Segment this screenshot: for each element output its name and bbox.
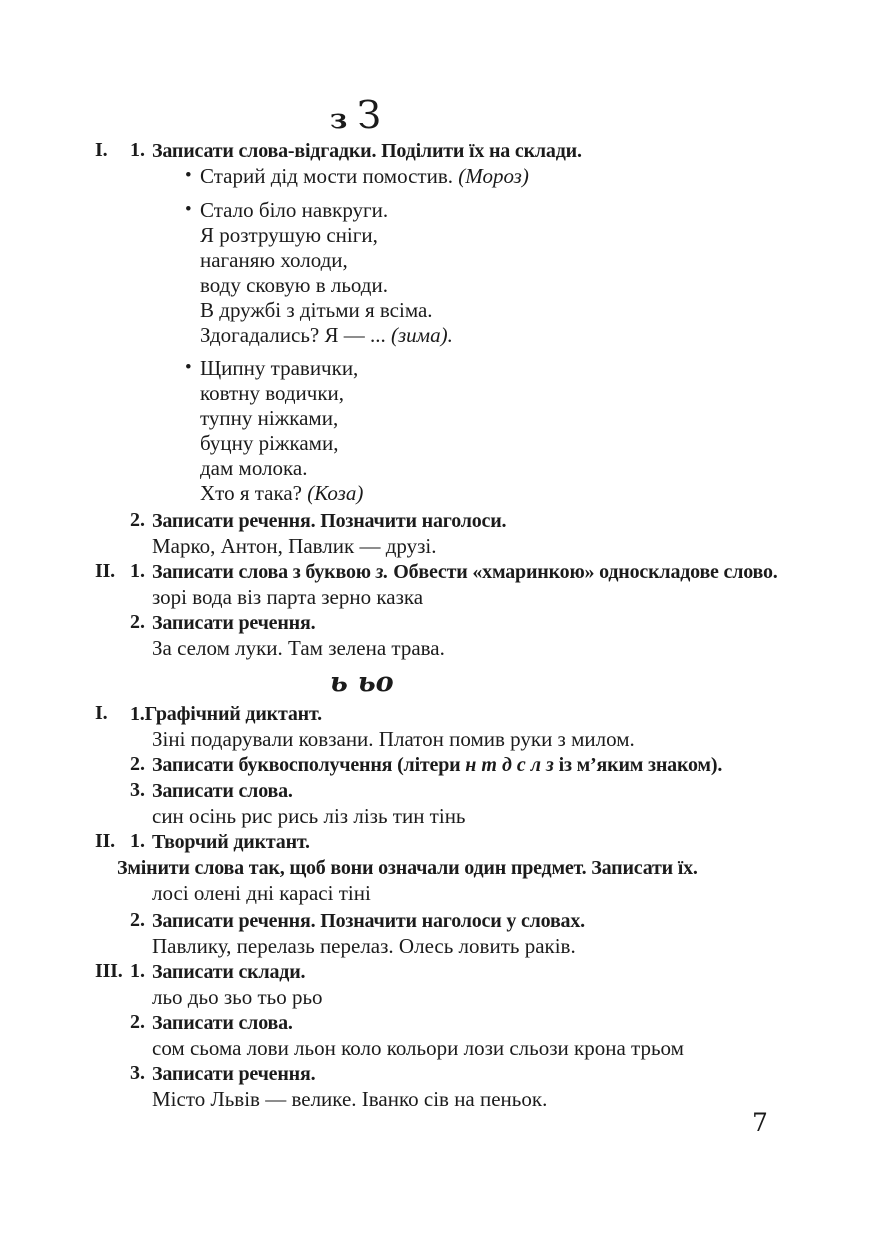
line-text — [95, 508, 855, 534]
item-number: 3. — [130, 1062, 145, 1084]
task-line — [95, 829, 855, 855]
text-segment: син осінь рис рись ліз лізь тин тінь — [152, 804, 466, 828]
text-segment: (зима). — [391, 323, 453, 347]
line-text — [95, 198, 855, 223]
text-segment: За селом луки. Там зелена трава. — [152, 636, 445, 660]
line-text — [95, 727, 855, 752]
task-line — [95, 138, 855, 164]
item-number: 2. — [130, 509, 145, 531]
task-line — [95, 778, 855, 804]
text-line — [95, 248, 855, 273]
bullet-icon: • — [185, 165, 192, 186]
text-segment: 1.Графічний диктант. — [130, 703, 322, 725]
text-segment: (Мороз) — [458, 164, 529, 188]
text-segment: Щипну травички, — [200, 356, 359, 380]
text-segment: Записати речення. — [152, 1063, 316, 1085]
text-segment: воду сковую в льоди. — [200, 273, 388, 297]
item-number: 1. — [130, 139, 145, 161]
heading-letter: з — [330, 104, 348, 135]
task-line — [95, 908, 855, 934]
line-text — [95, 481, 855, 506]
line-text — [95, 559, 855, 585]
text-line — [95, 356, 855, 381]
text-segment: буцну ріжками, — [200, 431, 339, 455]
text-segment: Записати буквосполучення (літери — [152, 754, 466, 776]
text-line — [95, 381, 855, 406]
line-text — [95, 701, 855, 727]
text-line — [95, 164, 855, 189]
text-segment: Місто Львів — велике. Іванко сів на пеньок. — [152, 1087, 548, 1111]
text-segment: (Коза) — [307, 481, 364, 505]
page-content — [95, 93, 855, 1112]
text-segment: Зіні подарували ковзани. Платон помив руки з милом. — [152, 727, 635, 751]
text-segment: з. — [375, 561, 389, 583]
text-segment: дам молока. — [200, 456, 308, 480]
line-text — [95, 223, 855, 248]
roman-numeral: II. — [95, 560, 115, 582]
line-text — [95, 164, 855, 189]
section-heading — [330, 93, 855, 138]
task-line — [95, 610, 855, 636]
text-line — [95, 456, 855, 481]
line-text — [95, 778, 855, 804]
section — [95, 667, 855, 1112]
line-text — [95, 431, 855, 456]
text-line — [95, 985, 855, 1010]
text-line — [95, 636, 855, 661]
text-segment: тупну ніжками, — [200, 406, 339, 430]
heading-letter: ь — [330, 667, 348, 698]
text-line — [95, 727, 855, 752]
item-number: 3. — [130, 779, 145, 801]
text-segment: Змінити слова так, щоб вони означали один предмет. Записати їх. — [117, 857, 698, 879]
text-segment: Записати слова. — [152, 1012, 293, 1034]
text-line — [95, 431, 855, 456]
task-line — [95, 752, 855, 778]
text-segment: Хто я така? — [200, 481, 308, 505]
item-number: 2. — [130, 611, 145, 633]
text-line — [95, 481, 855, 506]
line-text — [95, 456, 855, 481]
text-line — [95, 585, 855, 610]
line-text — [95, 534, 855, 559]
task-line — [95, 508, 855, 534]
text-segment: Записати склади. — [152, 961, 306, 983]
bullet-icon: • — [185, 199, 192, 220]
text-segment: Записати речення. — [152, 612, 316, 634]
line-text — [95, 381, 855, 406]
text-segment: Здогадались? Я — ... — [200, 323, 391, 347]
line-text — [95, 855, 855, 881]
text-segment: Обвести «хмаринкою» односкладове слово. — [388, 561, 778, 583]
text-segment: льо дьо зьо тьо рьо — [152, 985, 323, 1009]
text-line — [95, 198, 855, 223]
line-text — [95, 829, 855, 855]
line-text — [95, 908, 855, 934]
text-segment: Стало біло навкруги. — [200, 198, 389, 222]
line-text — [95, 1010, 855, 1036]
line-text — [95, 248, 855, 273]
line-text — [95, 298, 855, 323]
text-segment: ковтну водички, — [200, 381, 345, 405]
text-segment: Записати слова-відгадки. Поділити їх на склади. — [152, 140, 582, 162]
item-number: 2. — [130, 1011, 145, 1033]
text-segment: Записати речення. Позначити наголоси у словах. — [152, 910, 585, 932]
line-text — [95, 323, 855, 348]
task-line — [95, 1061, 855, 1087]
text-segment: Павлику, перелазь перелаз. Олесь ловить раків. — [152, 934, 576, 958]
text-line — [95, 406, 855, 431]
text-segment: Я розтрушую сніги, — [200, 223, 378, 247]
text-line — [95, 881, 855, 906]
text-line — [95, 298, 855, 323]
line-text — [95, 1087, 855, 1112]
text-segment: Старий дід мости помостив. — [200, 164, 459, 188]
line-text — [95, 804, 855, 829]
text-segment: лосі олені дні карасі тіні — [152, 881, 371, 905]
roman-numeral: I. — [95, 702, 108, 724]
heading-letter: ьо — [357, 667, 394, 698]
section — [95, 93, 855, 661]
text-line — [95, 223, 855, 248]
item-number: 1. — [130, 960, 145, 982]
item-number: 1. — [130, 830, 145, 852]
line-text — [95, 636, 855, 661]
line-text — [95, 881, 855, 906]
line-text — [95, 959, 855, 985]
task-line — [95, 855, 855, 881]
task-line — [95, 701, 855, 727]
line-text — [95, 356, 855, 381]
task-line — [95, 959, 855, 985]
text-line — [95, 934, 855, 959]
text-segment: В дружбі з дітьми я всіма. — [200, 298, 433, 322]
item-number: 1. — [130, 560, 145, 582]
heading-letter: З — [357, 93, 381, 137]
text-segment: сом сьома лови льон коло кольори лози сльози крона трьом — [152, 1036, 684, 1060]
line-text — [95, 1061, 855, 1087]
text-line — [95, 323, 855, 348]
line-text — [95, 273, 855, 298]
line-text — [95, 610, 855, 636]
text-line — [95, 273, 855, 298]
item-number: 2. — [130, 753, 145, 775]
page-number: 7 — [752, 1108, 768, 1137]
text-line — [95, 1036, 855, 1061]
text-segment: Записати речення. Позначити наголоси. — [152, 510, 507, 532]
line-text — [95, 1036, 855, 1061]
bullet-icon: • — [185, 357, 192, 378]
text-segment: Записати слова з буквою — [152, 561, 376, 583]
line-text — [95, 752, 855, 778]
text-line — [95, 534, 855, 559]
text-segment: наганяю холоди, — [200, 248, 348, 272]
section-heading — [330, 667, 855, 701]
item-number: 2. — [130, 909, 145, 931]
line-text — [95, 138, 855, 164]
text-segment: Творчий диктант. — [152, 831, 310, 853]
text-line — [95, 804, 855, 829]
text-line — [95, 1087, 855, 1112]
text-segment: н т д с л з — [465, 754, 554, 776]
text-segment: зорі вода віз парта зерно казка — [152, 585, 424, 609]
text-segment: Марко, Антон, Павлик — друзі. — [152, 534, 437, 558]
line-text — [95, 406, 855, 431]
line-text — [95, 985, 855, 1010]
text-segment: із м’яким знаком). — [553, 754, 723, 776]
line-text — [95, 585, 855, 610]
line-text — [95, 934, 855, 959]
text-segment: Записати слова. — [152, 780, 293, 802]
task-line — [95, 1010, 855, 1036]
roman-numeral: III. — [95, 960, 123, 982]
roman-numeral: I. — [95, 139, 108, 161]
roman-numeral: II. — [95, 830, 115, 852]
task-line — [95, 559, 855, 585]
